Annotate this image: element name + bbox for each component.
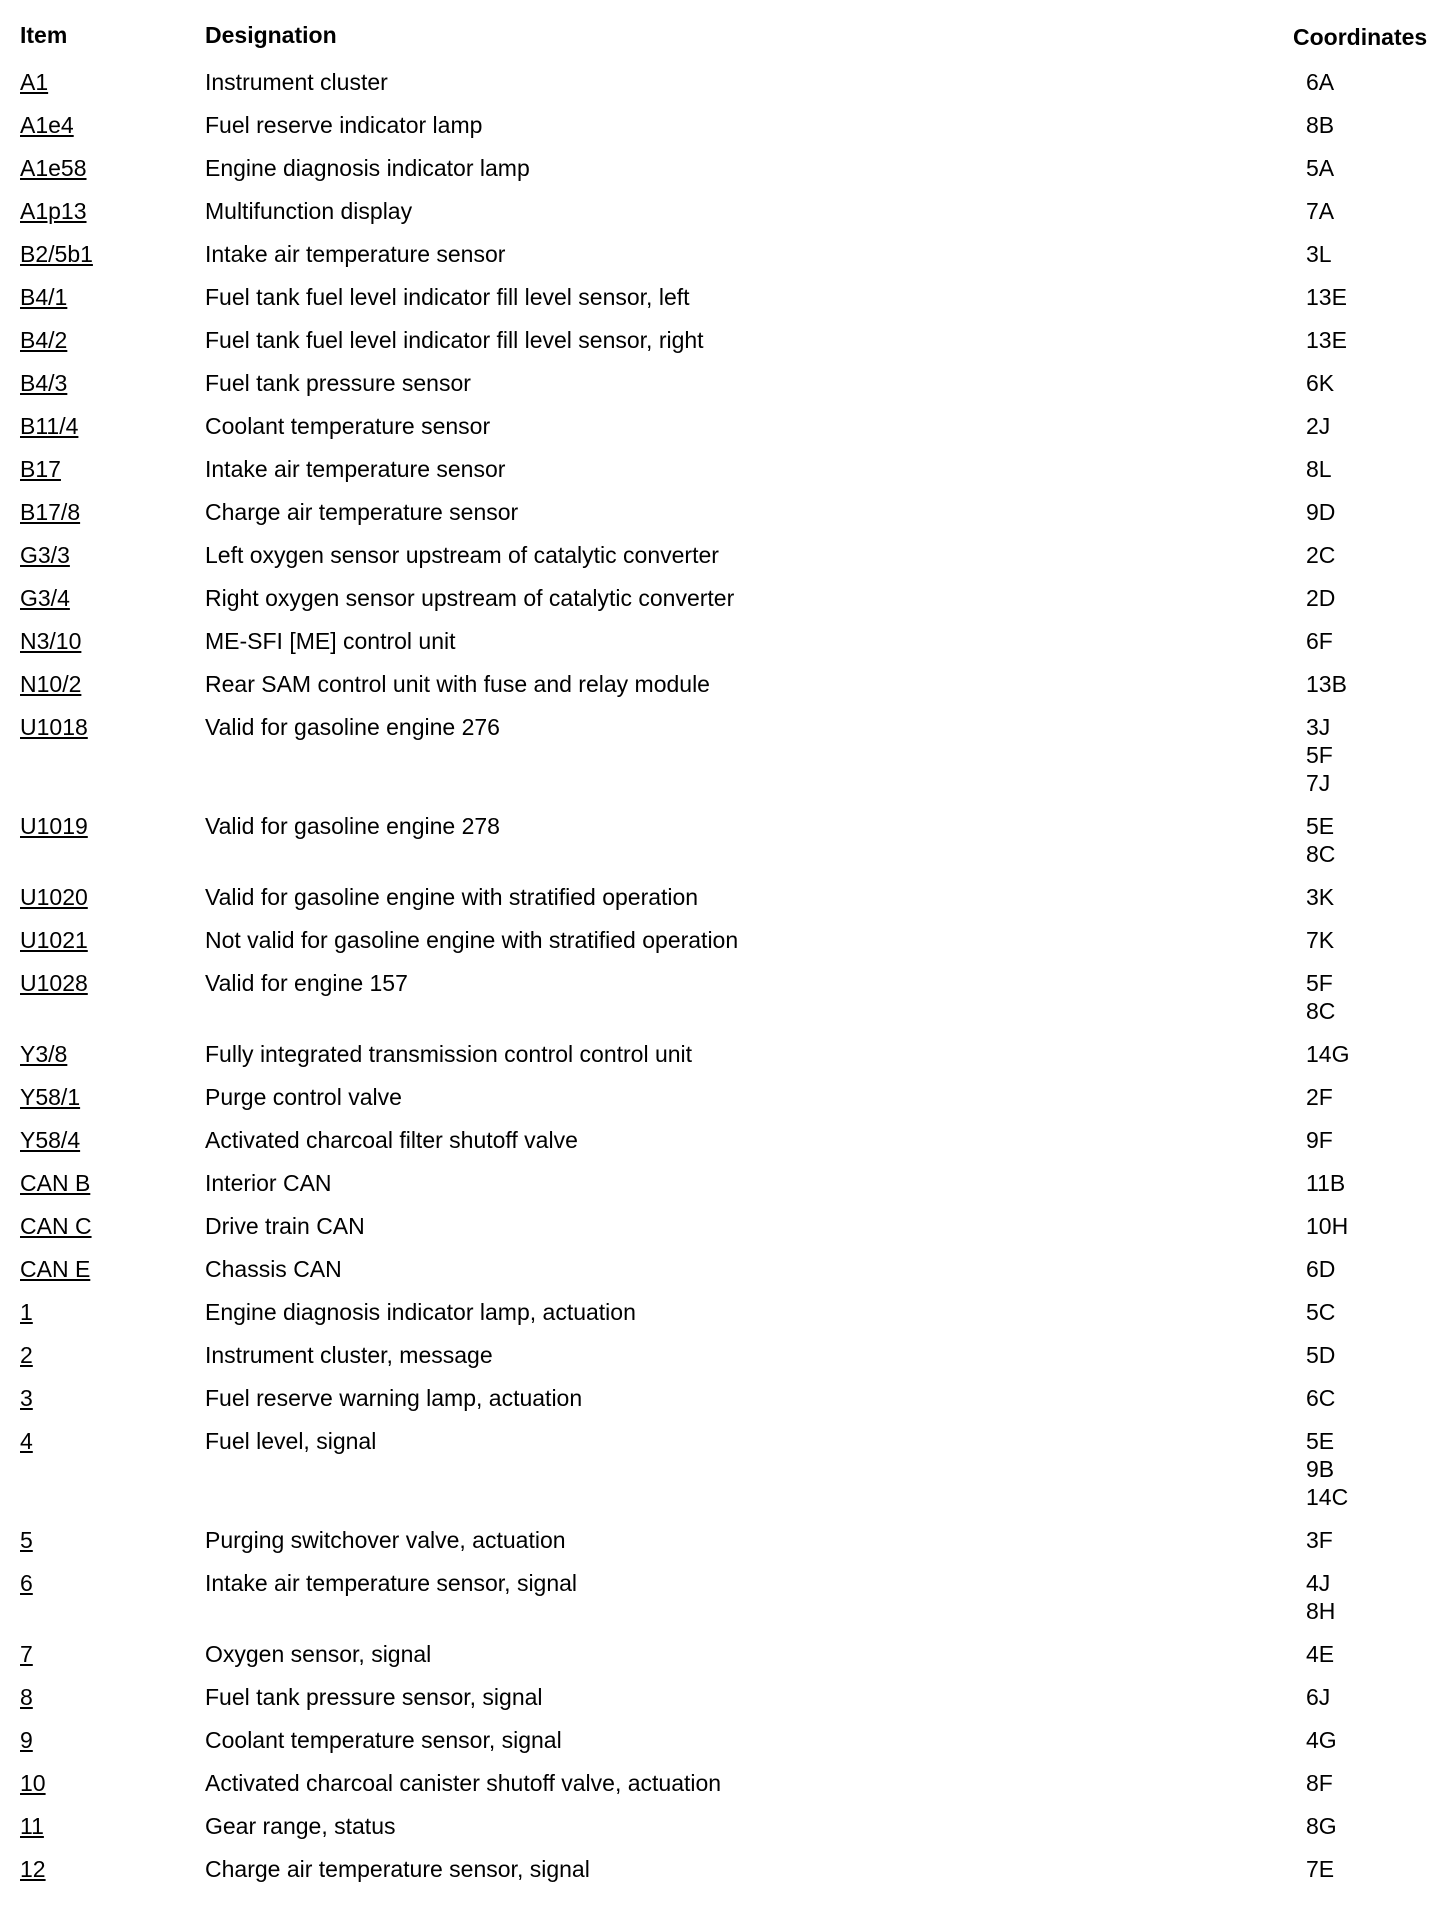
coordinates-cell xyxy=(1306,1427,1348,1511)
designation-text: Charge air temperature sensor xyxy=(205,499,519,525)
coordinate-value: 2F xyxy=(1306,1084,1333,1110)
coordinates-cell xyxy=(1306,584,1335,612)
coordinates-cell xyxy=(1306,455,1332,483)
coordinate-value: 6F xyxy=(1306,628,1333,654)
table-row xyxy=(20,369,1440,412)
coordinates-cell xyxy=(1306,1212,1348,1240)
item-link[interactable]: B17/8 xyxy=(20,499,81,525)
table-row xyxy=(20,1569,1440,1640)
table-row xyxy=(20,1427,1440,1526)
coordinates-cell xyxy=(1306,68,1334,96)
coordinates-cell xyxy=(1306,883,1334,911)
designation-text: Intake air temperature sensor xyxy=(205,241,506,267)
coordinate-value: 5C xyxy=(1306,1299,1336,1325)
coordinates-cell xyxy=(1306,1255,1335,1283)
coordinate-value: 11B xyxy=(1306,1170,1346,1196)
coordinates-cell xyxy=(1306,1812,1337,1840)
coordinate-value: 6K xyxy=(1306,370,1335,396)
item-link[interactable]: Y3/8 xyxy=(20,1041,68,1067)
coordinate-value: 6A xyxy=(1306,69,1335,95)
designation-text: Activated charcoal canister shutoff valve, actuation xyxy=(205,1770,722,1796)
designation-text: Fuel reserve warning lamp, actuation xyxy=(205,1385,583,1411)
table-row xyxy=(20,713,1440,812)
item-link[interactable]: 4 xyxy=(20,1428,33,1454)
designation-text: Valid for gasoline engine 278 xyxy=(205,813,500,839)
designation-text: Engine diagnosis indicator lamp xyxy=(205,155,530,181)
coordinates-cell xyxy=(1306,326,1347,354)
designation-text: Interior CAN xyxy=(205,1170,332,1196)
table-header xyxy=(20,22,1440,68)
item-link[interactable]: 11 xyxy=(20,1813,44,1839)
item-link[interactable]: 5 xyxy=(20,1527,33,1553)
item-link[interactable]: 7 xyxy=(20,1641,33,1667)
table-row xyxy=(20,812,1440,883)
table-row xyxy=(20,627,1440,670)
table-row xyxy=(20,154,1440,197)
coordinate-value: 6D xyxy=(1306,1256,1336,1282)
coordinates-cell xyxy=(1306,1726,1337,1754)
table-row xyxy=(20,283,1440,326)
designation-text: Intake air temperature sensor xyxy=(205,456,506,482)
coordinate-value: 7A xyxy=(1306,198,1335,224)
table-row xyxy=(20,883,1440,926)
table-row xyxy=(20,111,1440,154)
item-link[interactable]: 2 xyxy=(20,1342,33,1368)
item-link[interactable]: B11/4 xyxy=(20,413,79,439)
coordinate-value: 8H xyxy=(1306,1598,1336,1624)
table-row xyxy=(20,541,1440,584)
table-row xyxy=(20,455,1440,498)
table-row xyxy=(20,926,1440,969)
item-link[interactable]: B2/5b1 xyxy=(20,241,93,267)
designation-text: Valid for gasoline engine 276 xyxy=(205,714,500,740)
table-row xyxy=(20,1855,1440,1898)
item-link[interactable]: A1 xyxy=(20,69,49,95)
coordinate-value: 2D xyxy=(1306,585,1336,611)
table-row xyxy=(20,1341,1440,1384)
coordinates-cell xyxy=(1306,1769,1333,1797)
designation-text: Fully integrated transmission control control unit xyxy=(205,1041,693,1067)
coordinates-cell xyxy=(1306,498,1335,526)
designation-text: Rear SAM control unit with fuse and relay module xyxy=(205,671,710,697)
table-row xyxy=(20,584,1440,627)
designation-text: Fuel tank fuel level indicator fill level sensor, left xyxy=(205,284,690,310)
table-row xyxy=(20,1640,1440,1683)
coordinate-value: 3K xyxy=(1306,884,1335,910)
coordinate-value: 6C xyxy=(1306,1385,1336,1411)
designation-text: Chassis CAN xyxy=(205,1256,342,1282)
item-link[interactable]: 6 xyxy=(20,1570,33,1596)
item-link[interactable]: 9 xyxy=(20,1727,33,1753)
table-row xyxy=(20,1083,1440,1126)
coordinates-cell xyxy=(1306,1083,1333,1111)
coordinates-cell xyxy=(1306,812,1335,868)
header-item: Item xyxy=(20,22,68,48)
table-row xyxy=(20,1384,1440,1427)
coordinates-cell xyxy=(1306,154,1334,182)
designation-text: Activated charcoal filter shutoff valve xyxy=(205,1127,578,1153)
designation-text: Coolant temperature sensor, signal xyxy=(205,1727,562,1753)
designation-text: Charge air temperature sensor, signal xyxy=(205,1856,590,1882)
designation-text: Drive train CAN xyxy=(205,1213,365,1239)
table-row xyxy=(20,969,1440,1040)
coordinate-value: 4E xyxy=(1306,1641,1335,1667)
designation-text: Oxygen sensor, signal xyxy=(205,1641,432,1667)
item-link[interactable]: A1p13 xyxy=(20,198,87,224)
item-link[interactable]: CAN E xyxy=(20,1256,91,1282)
item-link[interactable]: U1019 xyxy=(20,813,88,839)
designation-text: Purge control valve xyxy=(205,1084,402,1110)
designation-text: Fuel tank fuel level indicator fill level sensor, right xyxy=(205,327,704,353)
item-link[interactable]: B17 xyxy=(20,456,61,482)
coordinates-cell xyxy=(1306,969,1335,1025)
table-row xyxy=(20,1169,1440,1212)
coordinates-cell xyxy=(1306,111,1334,139)
coordinates-cell xyxy=(1306,1569,1335,1625)
coordinates-cell xyxy=(1306,1855,1334,1883)
coordinate-value: 8B xyxy=(1306,112,1335,138)
item-link[interactable]: 3 xyxy=(20,1385,33,1411)
coordinate-value: 5A xyxy=(1306,155,1335,181)
coordinates-cell xyxy=(1306,713,1333,797)
item-link[interactable]: U1020 xyxy=(20,884,88,910)
item-link[interactable]: 12 xyxy=(20,1856,46,1882)
table-row xyxy=(20,498,1440,541)
coordinate-value: 4J xyxy=(1306,1570,1331,1596)
table-row xyxy=(20,670,1440,713)
item-link[interactable]: 1 xyxy=(20,1299,33,1325)
designation-text: Gear range, status xyxy=(205,1813,396,1839)
coordinates-cell xyxy=(1306,240,1332,268)
coordinate-value: 5F xyxy=(1306,970,1333,996)
coordinate-value: 5D xyxy=(1306,1342,1336,1368)
designation-text: Purging switchover valve, actuation xyxy=(205,1527,566,1553)
table-row xyxy=(20,1126,1440,1169)
coordinate-value: 13E xyxy=(1306,284,1347,310)
item-link[interactable]: G3/3 xyxy=(20,542,70,568)
coordinates-cell xyxy=(1306,1040,1349,1068)
designation-text: Intake air temperature sensor, signal xyxy=(205,1570,578,1596)
coordinates-cell xyxy=(1306,1298,1335,1326)
table-row xyxy=(20,326,1440,369)
coordinate-value: 9D xyxy=(1306,499,1336,525)
coordinate-value: 7E xyxy=(1306,1856,1335,1882)
table-row xyxy=(20,1298,1440,1341)
designation-text: Valid for gasoline engine with stratified operation xyxy=(205,884,699,910)
designation-text: Instrument cluster, message xyxy=(205,1342,493,1368)
coordinate-value: 8F xyxy=(1306,1770,1333,1796)
coordinate-value: 8G xyxy=(1306,1813,1337,1839)
coordinate-value: 5E xyxy=(1306,1428,1335,1454)
coordinate-value: 4G xyxy=(1306,1727,1337,1753)
item-link[interactable]: CAN C xyxy=(20,1213,92,1239)
legend-table xyxy=(20,22,1440,1898)
coordinate-value: 2C xyxy=(1306,542,1336,568)
table-row xyxy=(20,1040,1440,1083)
coordinate-value: 8C xyxy=(1306,841,1336,867)
coordinates-cell xyxy=(1306,369,1334,397)
coordinates-cell xyxy=(1306,670,1347,698)
coordinates-cell xyxy=(1306,627,1333,655)
coordinate-value: 14G xyxy=(1306,1041,1350,1067)
coordinate-value: 7K xyxy=(1306,927,1335,953)
coordinate-value: 6J xyxy=(1306,1684,1331,1710)
table-body xyxy=(20,68,1440,1898)
designation-text: Left oxygen sensor upstream of catalytic converter xyxy=(205,542,719,568)
coordinate-value: 8C xyxy=(1306,998,1336,1024)
coordinate-value: 5F xyxy=(1306,742,1333,768)
designation-text: Multifunction display xyxy=(205,198,413,224)
coordinates-cell xyxy=(1306,1126,1333,1154)
coordinates-cell xyxy=(1306,541,1335,569)
coordinate-value: 3J xyxy=(1306,714,1331,740)
coordinate-value: 13B xyxy=(1306,671,1347,697)
table-row xyxy=(20,68,1440,111)
table-row xyxy=(20,1812,1440,1855)
coordinates-cell xyxy=(1306,1341,1335,1369)
coordinate-value: 14C xyxy=(1306,1484,1349,1510)
header-coordinates: Coordinates xyxy=(1293,24,1428,50)
item-link[interactable]: Y58/4 xyxy=(20,1127,81,1153)
item-link[interactable]: A1e58 xyxy=(20,155,87,181)
table-row xyxy=(20,1255,1440,1298)
item-link[interactable]: U1028 xyxy=(20,970,88,996)
item-link[interactable]: N3/10 xyxy=(20,628,82,654)
designation-text: Fuel tank pressure sensor xyxy=(205,370,471,396)
table-row xyxy=(20,1683,1440,1726)
designation-text: Fuel reserve indicator lamp xyxy=(205,112,483,138)
item-link[interactable]: CAN B xyxy=(20,1170,91,1196)
coordinates-cell xyxy=(1306,1526,1333,1554)
designation-text: Fuel tank pressure sensor, signal xyxy=(205,1684,543,1710)
designation-text: Coolant temperature sensor xyxy=(205,413,491,439)
table-row xyxy=(20,1526,1440,1569)
item-link[interactable]: Y58/1 xyxy=(20,1084,81,1110)
coordinates-cell xyxy=(1306,283,1347,311)
coordinate-value: 3L xyxy=(1306,241,1332,267)
item-link[interactable]: 8 xyxy=(20,1684,33,1710)
designation-text: Not valid for gasoline engine with stratified operation xyxy=(205,927,739,953)
coordinates-cell xyxy=(1306,197,1334,225)
coordinate-value: 9F xyxy=(1306,1127,1333,1153)
item-link[interactable]: G3/4 xyxy=(20,585,70,611)
coordinate-value: 5E xyxy=(1306,813,1335,839)
designation-text: Fuel level, signal xyxy=(205,1428,377,1454)
coordinates-cell xyxy=(1306,412,1330,440)
item-link[interactable]: B4/2 xyxy=(20,327,68,353)
coordinate-value: 13E xyxy=(1306,327,1347,353)
coordinates-cell xyxy=(1306,1640,1334,1668)
item-link[interactable]: B4/3 xyxy=(20,370,68,396)
designation-text: Right oxygen sensor upstream of catalytic converter xyxy=(205,585,735,611)
table-row xyxy=(20,412,1440,455)
coordinate-value: 9B xyxy=(1306,1456,1335,1482)
item-link[interactable]: B4/1 xyxy=(20,284,68,310)
coordinate-value: 10H xyxy=(1306,1213,1349,1239)
table-row xyxy=(20,1212,1440,1255)
item-link[interactable]: N10/2 xyxy=(20,671,82,697)
coordinates-cell xyxy=(1306,1384,1335,1412)
coordinate-value: 2J xyxy=(1306,413,1331,439)
coordinate-value: 3F xyxy=(1306,1527,1333,1553)
item-link[interactable]: U1018 xyxy=(20,714,88,740)
coordinate-value: 8L xyxy=(1306,456,1332,482)
table-row xyxy=(20,1726,1440,1769)
designation-text: Instrument cluster xyxy=(205,69,388,95)
item-link[interactable]: 10 xyxy=(20,1770,46,1796)
coordinate-value: 7J xyxy=(1306,770,1331,796)
coordinates-cell xyxy=(1306,926,1334,954)
item-link[interactable]: A1e4 xyxy=(20,112,74,138)
designation-text: Engine diagnosis indicator lamp, actuation xyxy=(205,1299,636,1325)
coordinates-cell xyxy=(1306,1683,1330,1711)
table-row xyxy=(20,240,1440,283)
table-row xyxy=(20,1769,1440,1812)
coordinates-cell xyxy=(1306,1169,1345,1197)
designation-text: ME-SFI [ME] control unit xyxy=(205,628,456,654)
item-link[interactable]: U1021 xyxy=(20,927,88,953)
designation-text: Valid for engine 157 xyxy=(205,970,408,996)
header-designation: Designation xyxy=(205,22,337,48)
table-row xyxy=(20,197,1440,240)
